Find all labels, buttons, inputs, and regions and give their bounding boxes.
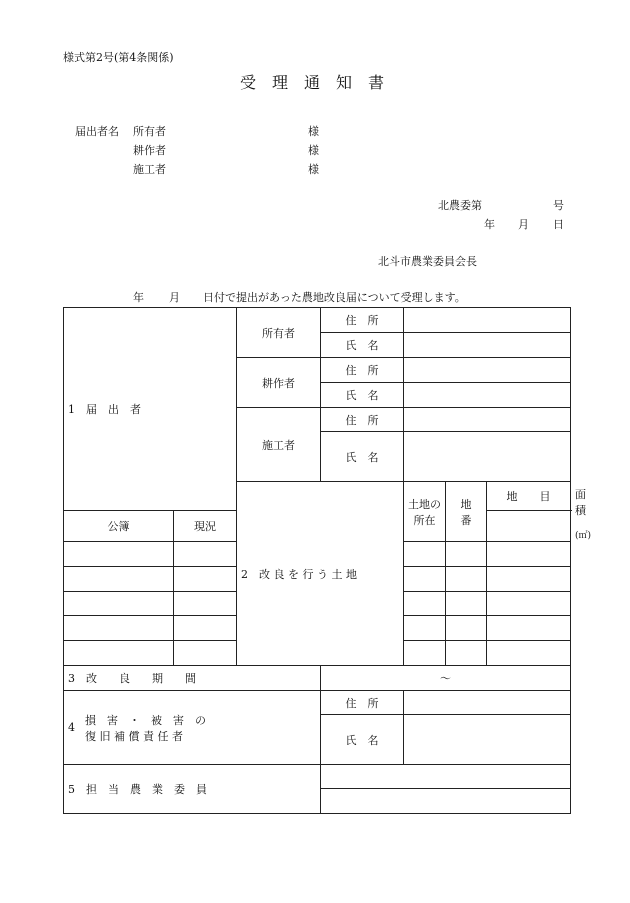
addressee-constructor: 施工者 xyxy=(133,163,166,176)
honorific-owner: 様 xyxy=(308,125,319,138)
constructor-address-label: 住 所 xyxy=(321,408,404,432)
registry-cell[interactable] xyxy=(404,567,446,592)
current-category-header: 現況 xyxy=(174,511,237,542)
honorific-cultivator: 様 xyxy=(308,144,319,157)
statement-year: 年 xyxy=(133,291,144,304)
current-cell[interactable] xyxy=(446,567,487,592)
registry-cell[interactable] xyxy=(404,592,446,616)
row4-number: 4 xyxy=(68,721,75,734)
owner-label: 所有者 xyxy=(237,308,321,358)
land-category-header: 地 目 xyxy=(487,482,571,511)
responsible-name-field[interactable] xyxy=(404,715,571,765)
constructor-name-label: 氏 名 xyxy=(321,432,404,482)
improvement-period-field[interactable] xyxy=(321,666,571,691)
responsible-name-label: 氏 名 xyxy=(321,715,404,765)
reference-day: 日 xyxy=(553,218,564,231)
lot-number-header: 地 番 xyxy=(446,482,487,542)
area-cell[interactable] xyxy=(487,641,571,666)
land-section-label: 2 改 良 を 行 う 土 地 xyxy=(237,482,404,666)
page-title: 受 理 通 知 書 xyxy=(240,73,385,92)
cultivator-address-field[interactable] xyxy=(404,358,571,383)
statement-text: 日付で提出があった農地改良届について受理します。 xyxy=(203,291,466,304)
reference-number-suffix: 号 xyxy=(553,199,564,212)
lot-number-cell[interactable] xyxy=(174,567,237,592)
lot-number-cell[interactable] xyxy=(174,641,237,666)
responsible-address-field[interactable] xyxy=(404,691,571,715)
current-cell[interactable] xyxy=(446,542,487,567)
area-cell[interactable] xyxy=(487,542,571,567)
honorific-constructor: 様 xyxy=(308,163,319,176)
area-cell[interactable] xyxy=(487,616,571,641)
current-cell[interactable] xyxy=(446,592,487,616)
period-separator: 〜 xyxy=(440,672,451,685)
registry-cell[interactable] xyxy=(404,616,446,641)
agricultural-commissioner-field-2[interactable] xyxy=(321,789,571,814)
reference-number-prefix: 北農委第 xyxy=(438,199,482,212)
land-location-cell[interactable] xyxy=(64,641,174,666)
current-cell[interactable] xyxy=(446,641,487,666)
owner-name-label: 氏 名 xyxy=(321,333,404,358)
registry-category-header: 公簿 xyxy=(64,511,174,542)
addressee-cultivator: 耕作者 xyxy=(133,144,166,157)
current-cell[interactable] xyxy=(446,616,487,641)
registry-cell[interactable] xyxy=(404,542,446,567)
statement-month: 月 xyxy=(169,291,180,304)
responsible-address-label: 住 所 xyxy=(321,691,404,715)
area-cell[interactable] xyxy=(487,567,571,592)
reference-month: 月 xyxy=(518,218,529,231)
owner-address-label: 住 所 xyxy=(321,308,404,333)
row4-line1: 損 害 ・ 被 害 の xyxy=(85,713,206,727)
issuer: 北斗市農業委員会長 xyxy=(378,255,477,268)
land-location-cell[interactable] xyxy=(64,592,174,616)
constructor-name-field[interactable] xyxy=(404,432,571,482)
restoration-responsible-label xyxy=(64,691,321,765)
land-location-cell[interactable] xyxy=(64,567,174,592)
owner-address-field[interactable] xyxy=(404,308,571,333)
cultivator-name-field[interactable] xyxy=(404,383,571,408)
addressee-label: 届出者名 xyxy=(75,125,119,138)
agricultural-commissioner-label: 5 担 当 農 業 委 員 xyxy=(64,765,321,814)
cultivator-address-label: 住 所 xyxy=(321,358,404,383)
owner-name-field[interactable] xyxy=(404,333,571,358)
registry-cell[interactable] xyxy=(404,641,446,666)
applicant-section-label: 1 届 出 者 xyxy=(64,308,237,511)
addressee-owner: 所有者 xyxy=(133,125,166,138)
row4-line2: 復 旧 補 償 責 任 者 xyxy=(85,729,183,743)
land-location-header: 土地の所在 xyxy=(404,482,446,542)
constructor-address-field[interactable] xyxy=(404,408,571,432)
land-location-cell[interactable] xyxy=(64,616,174,641)
cultivator-label: 耕作者 xyxy=(237,358,321,408)
constructor-label: 施工者 xyxy=(237,408,321,482)
lot-number-cell[interactable] xyxy=(174,592,237,616)
land-location-cell[interactable] xyxy=(64,542,174,567)
area-cell[interactable] xyxy=(487,592,571,616)
improvement-period-label: 3 改 良 期 間 xyxy=(64,666,321,691)
reference-year: 年 xyxy=(484,218,495,231)
lot-number-cell[interactable] xyxy=(174,542,237,567)
lot-number-cell[interactable] xyxy=(174,616,237,641)
notification-table: 1 届 出 者 所有者 住 所 氏 名 耕作者 住 所 氏 名 施工者 住 所 氏 名 2 改 良 を 行 う 土 地 土地の所在 地 番 地 目 面 積 (㎡) 公簿 現況 3 改 良 期 間 〜 4 損 害 ・ 被 害 の 復 旧 補 償 責 任 者 住 所 氏 名 5 担 当 農 業 委 員 xyxy=(63,307,571,814)
form-number: 様式第2号(第4条関係) xyxy=(63,51,174,64)
cultivator-name-label: 氏 名 xyxy=(321,383,404,408)
agricultural-commissioner-field-1[interactable] xyxy=(321,765,571,789)
